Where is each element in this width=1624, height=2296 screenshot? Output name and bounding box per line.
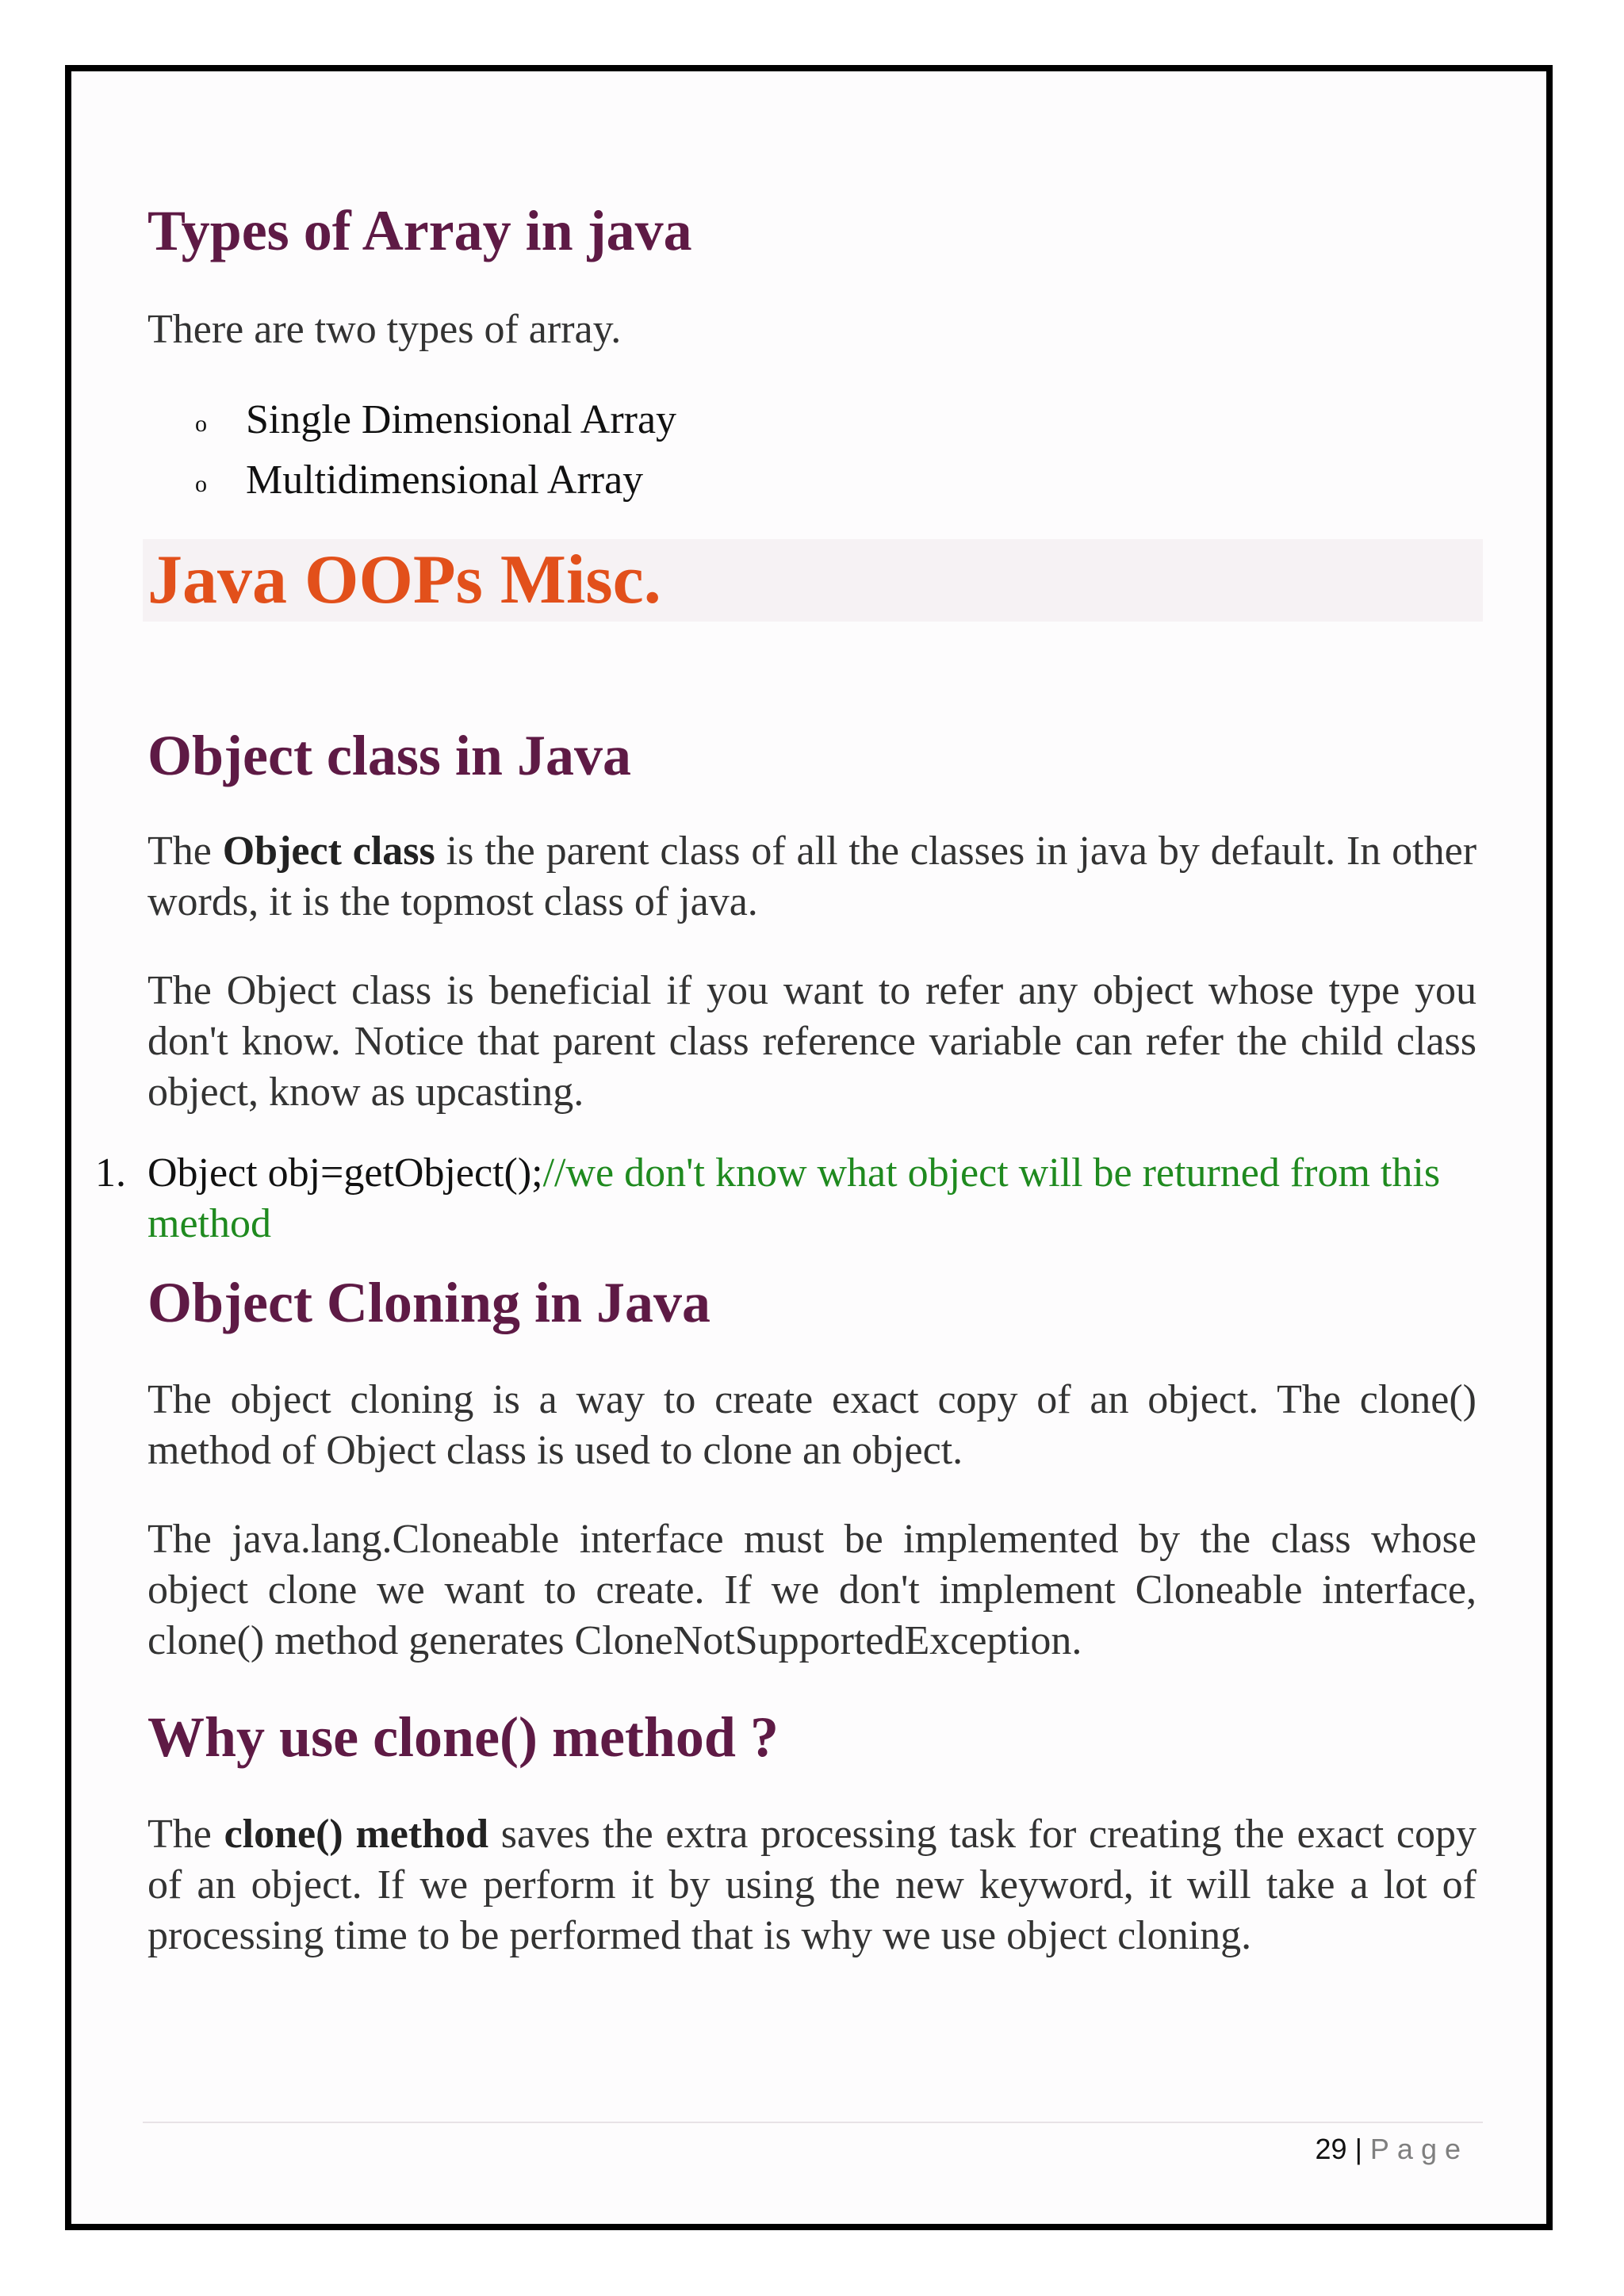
list-item <box>147 450 1477 511</box>
section-banner <box>143 539 1483 622</box>
footer-separator: | <box>1354 2133 1362 2165</box>
emphasis-text: Object class <box>222 828 435 874</box>
array-types-list <box>147 390 1477 511</box>
types-of-array-heading: Types of Array in java <box>147 199 692 262</box>
text-segment: The <box>147 1812 224 1857</box>
types-of-array-intro: There are two types of array. <box>147 307 622 352</box>
bullet-icon: o <box>195 471 207 497</box>
emphasis-text: clone() method <box>224 1812 489 1857</box>
section-title: Java OOPs Misc. <box>147 541 661 618</box>
object-cloning-heading: Object Cloning in Java <box>147 1271 711 1334</box>
object-class-paragraph-1 <box>147 826 1477 928</box>
code-statement: Object obj=getObject(); <box>147 1150 543 1196</box>
text-segment: saves the extra processing task for creating the exact copy of an object. If we perform it by using the new keyword, it will take a lot of processing time to be performed that is why we use object cloning. <box>147 1812 1477 1958</box>
page-number: 29 <box>1315 2133 1347 2165</box>
code-line-body <box>147 1148 1491 1249</box>
object-class-heading: Object class in Java <box>147 724 631 787</box>
object-class-paragraph-2: The Object class is beneficial if you want to refer any object whose type you don't know. Notice that parent class reference variable can refer the child class object, know as upcasting. <box>147 968 1477 1115</box>
list-item <box>147 390 1477 450</box>
object-cloning-paragraph-1: The object cloning is a way to create exact copy of an object. The clone() method of Object class is used to clone an object. <box>147 1377 1477 1473</box>
page-label: Page <box>1369 2133 1469 2165</box>
footer-divider <box>143 2122 1483 2123</box>
page-footer <box>1316 2127 1469 2172</box>
why-clone-heading: Why use clone() method ? <box>147 1705 779 1769</box>
list-item-label: Multidimensional Array <box>246 457 644 503</box>
text-segment: is the parent class of all the classes in java by default. In other words, it is the topmost class of java. <box>147 828 1477 924</box>
object-cloning-paragraph-2: The java.lang.Cloneable interface must be implemented by the class whose object clone we want to create. If we don't implement Cloneable interface, clone() method generates CloneNotSupportedException. <box>147 1517 1477 1663</box>
list-item-label: Single Dimensional Array <box>246 397 677 442</box>
code-comment: //we don't know what object will be returned from this method <box>147 1150 1441 1246</box>
why-clone-paragraph <box>147 1809 1477 1961</box>
bullet-icon: o <box>195 411 207 437</box>
text-segment: The <box>147 828 223 874</box>
code-line-number: 1. <box>95 1150 126 1196</box>
